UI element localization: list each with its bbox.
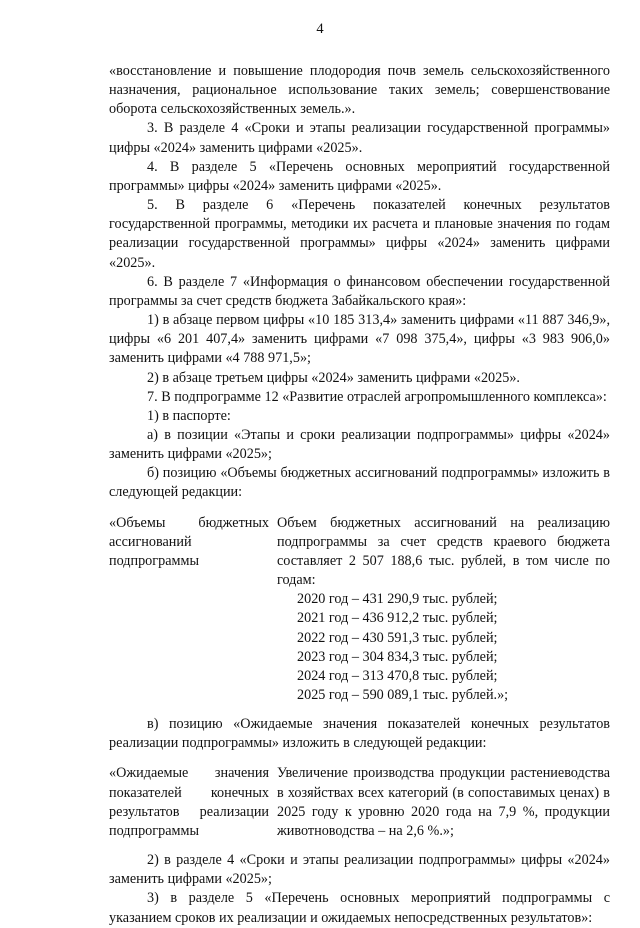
paragraph-4: 6. В разделе 7 «Информация о финансовом обеспечении государственной программы за счет средств бюджета Забайкальского края»: bbox=[109, 273, 610, 309]
passport-budget-label: «Объемы бюджетных ассигнований подпрограммы bbox=[109, 514, 269, 569]
budget-year-item: 2024 год – 313 470,8 тыс. рублей; bbox=[297, 667, 498, 684]
paragraph-3: 5. В разделе 6 «Перечень показателей конечных результатов государственной программы, методики их расчета и плановые значения по годам реализации государственной программы» цифры «2024» заменить цифрами «2025». bbox=[109, 197, 610, 271]
paragraph-0: «восстановление и повышение плодородия почв земель сельскохозяйственного назначения, рациональное использование таких земель; совершенствование оборота сельскохозяйственных земель.». bbox=[109, 63, 610, 118]
paragraph-bottom-1: 3) в разделе 5 «Перечень основных мероприятий подпрограммы с указанием сроков их реализации и ожидаемых непосредственных результатов»: bbox=[109, 890, 610, 926]
passport-results-value: Увеличение производства продукции растениеводства в хозяйствах всех категорий (в сопоставимых ценах) в 2025 году к уровню 2020 года на 7,9 %, продукции животноводства – на 2,6 %.»; bbox=[277, 765, 610, 839]
paragraph-2: 4. В разделе 5 «Перечень основных мероприятий государственной программы» цифры «2024» заменить цифрами «2025». bbox=[109, 158, 610, 194]
passport-results-label: «Ожидаемые значения показателей конечных результатов реализации подпрограммы bbox=[109, 765, 269, 839]
page-number: 4 bbox=[316, 21, 324, 37]
paragraph-9: а) в позиции «Этапы и сроки реализации подпрограммы» цифры «2024» заменить цифрами «2025»; bbox=[109, 426, 610, 463]
passport-budget-table bbox=[109, 514, 610, 706]
paragraph-results-intro: в) позицию «Ожидаемые значения показателей конечных результатов реализации подпрограммы» изложить в следующей редакции: bbox=[109, 716, 610, 752]
budget-year-item: 2020 год – 431 290,9 тыс. рублей; bbox=[297, 591, 498, 608]
passport-results-table bbox=[109, 764, 610, 841]
paragraph-bottom-0: 2) в разделе 4 «Сроки и этапы реализации подпрограммы» цифры «2024» заменить цифрами «2025»; bbox=[109, 852, 610, 888]
paragraph-10: б) позицию «Объемы бюджетных ассигнований подпрограммы» изложить в следующей редакции: bbox=[109, 465, 610, 501]
passport-budget-text: Объем бюджетных ассигнований на реализацию подпрограммы за счет средств краевого бюджета составляет 2 507 188,6 тыс. рублей, в том числе по годам: bbox=[277, 514, 610, 589]
budget-year-item: 2021 год – 436 912,2 тыс. рублей; bbox=[297, 610, 498, 627]
paragraph-5: 1) в абзаце первом цифры «10 185 313,4» заменить цифрами «11 887 346,9», цифры «6 201 407,4» заменить цифрами «7 098 375,4», цифры «3 983 906,0» заменить цифрами «4 788 971,5»; bbox=[109, 312, 610, 367]
paragraph-1: 3. В разделе 4 «Сроки и этапы реализации государственной программы» цифры «2024» заменить цифрами «2025». bbox=[109, 120, 610, 156]
budget-year-list bbox=[297, 590, 610, 705]
paragraph-7: 7. В подпрограмме 12 «Развитие отраслей агропромышленного комплекса»: bbox=[147, 388, 607, 405]
budget-year-item: 2022 год – 430 591,3 тыс. рублей; bbox=[297, 629, 498, 646]
budget-year-item: 2025 год – 590 089,1 тыс. рублей.»; bbox=[297, 687, 509, 703]
budget-year-item: 2023 год – 304 834,3 тыс. рублей; bbox=[297, 648, 498, 665]
document-body bbox=[109, 62, 610, 928]
paragraph-8: 1) в паспорте: bbox=[147, 407, 231, 424]
paragraph-6: 2) в абзаце третьем цифры «2024» заменить цифрами «2025». bbox=[147, 369, 520, 386]
passport-budget-value bbox=[269, 514, 610, 706]
